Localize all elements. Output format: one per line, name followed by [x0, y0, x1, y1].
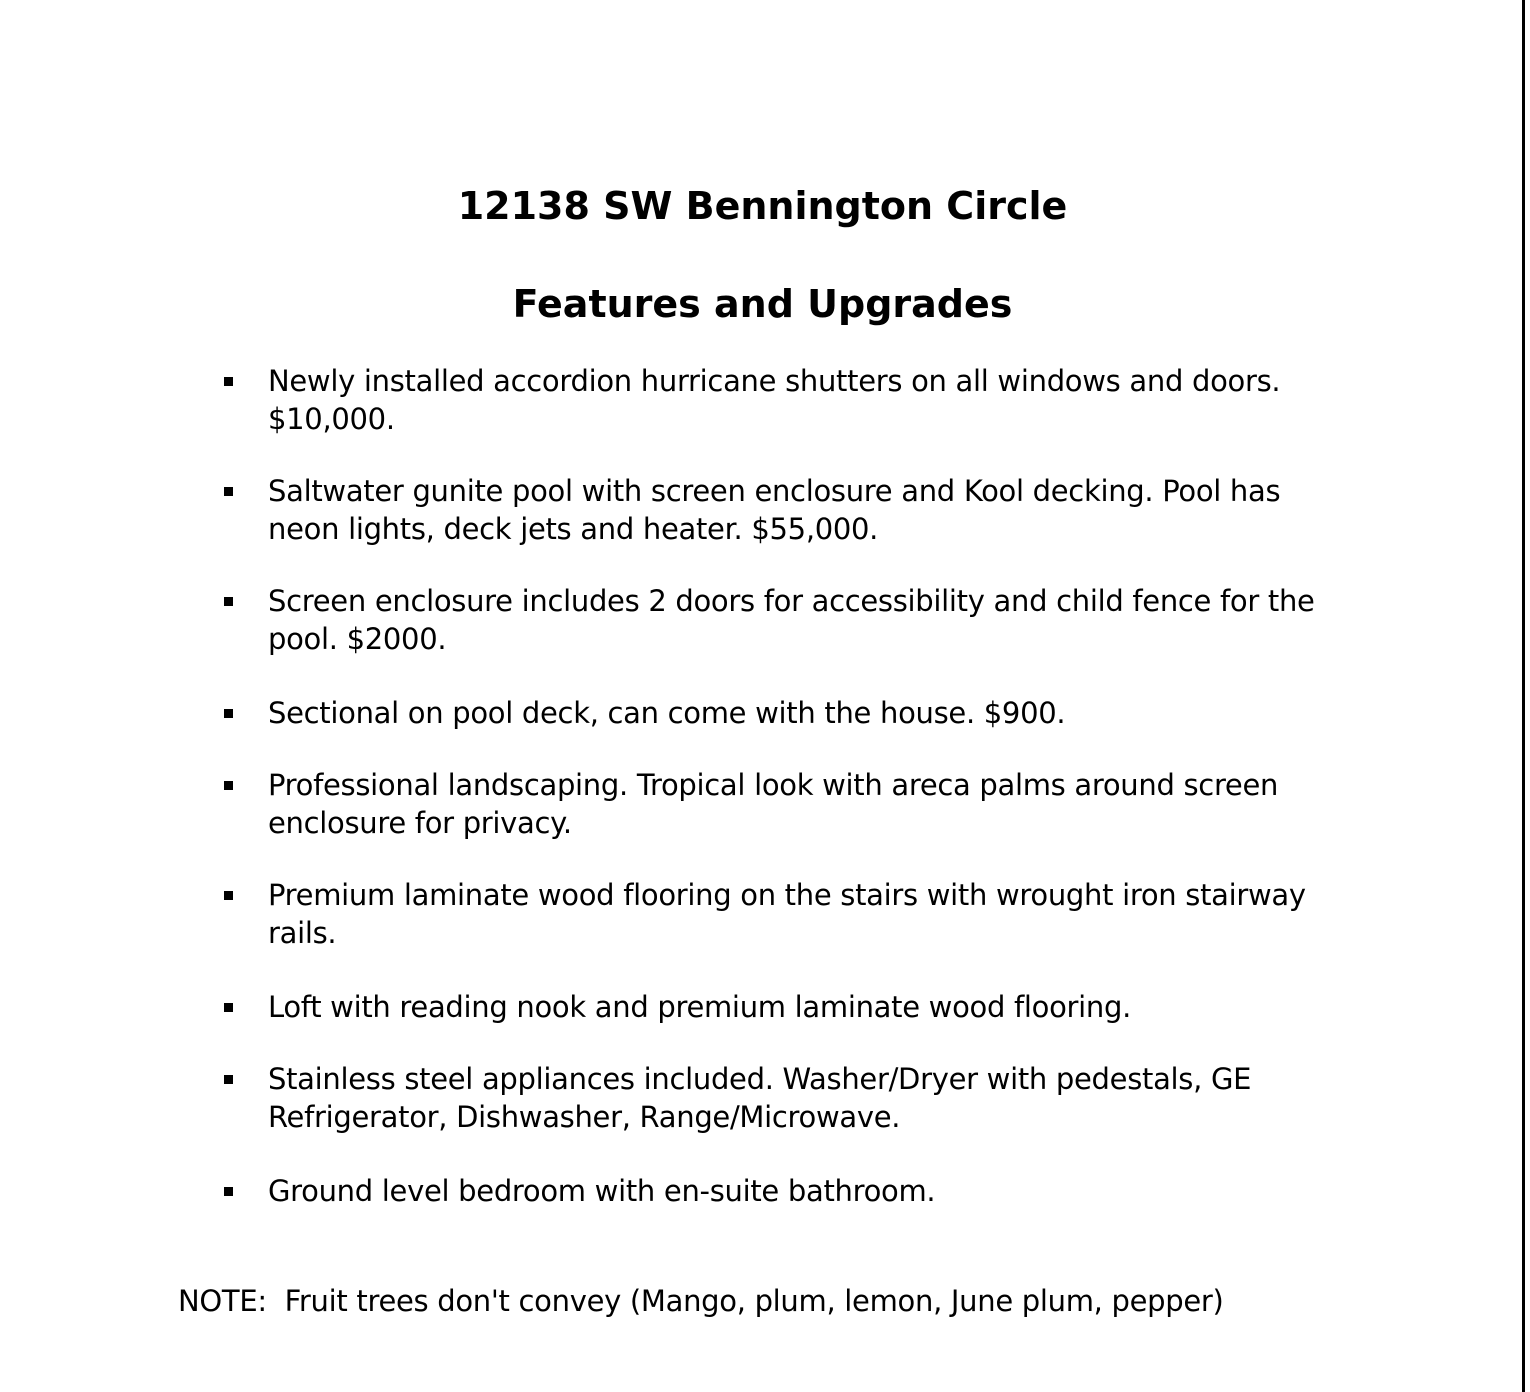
- feature-text: Stainless steel appliances included. Washer/Dryer with pedestals, GE Refrigerator, Dishwasher, Range/Microwave.: [268, 1062, 1252, 1134]
- square-bullet-icon: [224, 781, 233, 790]
- feature-text: Ground level bedroom with en-suite bathroom.: [268, 1174, 936, 1208]
- feature-text: Sectional on pool deck, can come with the house. $900.: [268, 696, 1066, 730]
- square-bullet-icon: [224, 891, 233, 900]
- features-heading: Features and Upgrades: [512, 282, 1013, 326]
- feature-text: Premium laminate wood flooring on the stairs with wrought iron stairway rails.: [268, 878, 1306, 950]
- square-bullet-icon: [224, 1187, 233, 1196]
- feature-text: Saltwater gunite pool with screen enclosure and Kool decking. Pool has neon lights, deck jets and heater. $55,000.: [268, 474, 1281, 546]
- square-bullet-icon: [224, 1075, 233, 1084]
- feature-text: Screen enclosure includes 2 doors for accessibility and child fence for the pool. $2000.: [268, 584, 1315, 656]
- square-bullet-icon: [224, 377, 233, 386]
- note-text: NOTE: Fruit trees don't convey (Mango, plum, lemon, June plum, pepper): [178, 1284, 1224, 1318]
- square-bullet-icon: [224, 1003, 233, 1012]
- square-bullet-icon: [224, 487, 233, 496]
- square-bullet-icon: [224, 709, 233, 718]
- feature-text: Professional landscaping. Tropical look with areca palms around screen enclosure for privacy.: [268, 768, 1279, 840]
- square-bullet-icon: [224, 597, 233, 606]
- property-address-title: 12138 SW Bennington Circle: [457, 184, 1068, 228]
- feature-text: Loft with reading nook and premium laminate wood flooring.: [268, 990, 1132, 1024]
- feature-text: Newly installed accordion hurricane shutters on all windows and doors. $10,000.: [268, 364, 1281, 436]
